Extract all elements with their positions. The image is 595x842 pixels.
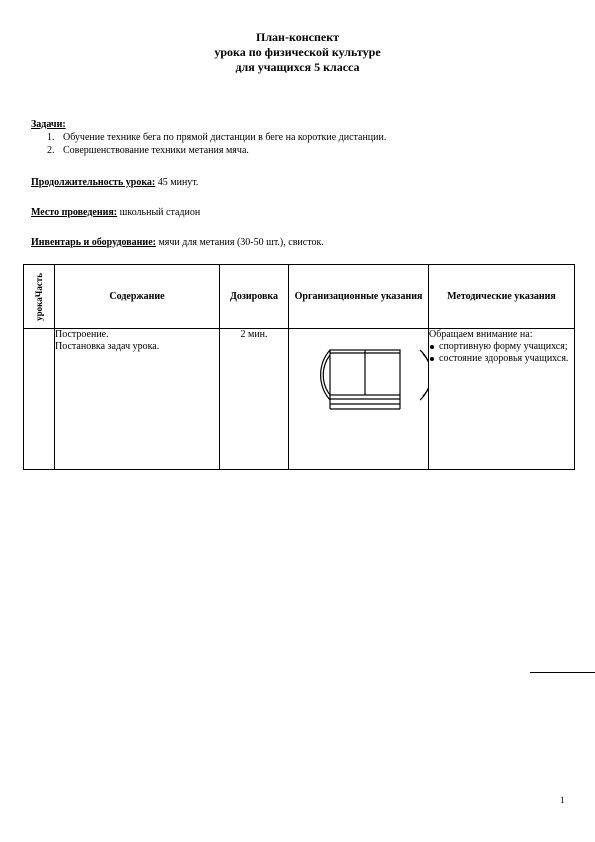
duration-value: 45 минут. [155, 177, 199, 188]
table-row [24, 329, 575, 470]
header-method-label: Методические указания [447, 291, 556, 302]
header-dose [220, 265, 289, 329]
duration-label: Продолжительность урока: [31, 177, 156, 188]
equipment-label: Инвентарь и оборудование: [31, 237, 156, 248]
header-part [24, 265, 55, 329]
header-part-label: урокаЧасть [34, 272, 44, 321]
cell-org [289, 329, 429, 470]
bullet-icon [430, 345, 434, 349]
content-line: Построение. [55, 329, 109, 340]
place-value: школьный стадион [117, 207, 201, 218]
notes-intro: Обращаем внимание на: [429, 329, 533, 340]
task-number: 2. [47, 145, 55, 156]
task-item [47, 144, 249, 157]
list-item [429, 341, 574, 353]
place-label: Место проведения: [31, 207, 118, 218]
header-org-label: Организационные указания [294, 291, 423, 302]
header-content-label: Содержание [109, 291, 165, 302]
table-header-row [24, 265, 575, 329]
task-number: 1. [47, 132, 55, 143]
header-org [289, 265, 429, 329]
task-text: Совершенствование техники метания мяча. [63, 145, 249, 156]
header-method [429, 265, 575, 329]
cell-content [55, 329, 220, 470]
content-line: Постановка задач урока. [55, 341, 160, 352]
lesson-plan-table [23, 264, 575, 470]
title-line-1: План-конспект [255, 30, 340, 44]
list-item [429, 353, 574, 365]
list-item-text: спортивную форму учащихся; [439, 341, 568, 352]
title-block [0, 30, 595, 75]
cell-part [24, 329, 55, 470]
header-content [55, 265, 220, 329]
tasks-heading [31, 118, 66, 131]
list-item-text: состояние здоровья учащихся. [439, 353, 569, 364]
task-text: Обучение технике бега по прямой дистанции в беге на короткие дистанции. [63, 132, 387, 143]
right-arc-outer [420, 350, 429, 400]
equipment-value: мячи для метания (30-50 шт.), свисток. [155, 237, 324, 248]
task-item [47, 131, 386, 144]
cell-dose: 2 мин. [220, 329, 289, 470]
left-arc-inner [323, 355, 330, 395]
tasks-label: Задачи: [31, 119, 66, 130]
bullet-icon [430, 357, 434, 361]
title-line-2: урока по физической культуре [214, 45, 381, 59]
page-number: 1 [560, 795, 565, 805]
place-line [31, 206, 200, 219]
cell-method [429, 329, 575, 470]
formation-diagram [289, 329, 429, 469]
duration-line [31, 176, 198, 189]
equipment-line [31, 236, 324, 249]
header-dose-label: Дозировка [230, 291, 278, 302]
title-line-3: для учащихся 5 класса [235, 60, 360, 74]
footer-rule [530, 672, 595, 673]
